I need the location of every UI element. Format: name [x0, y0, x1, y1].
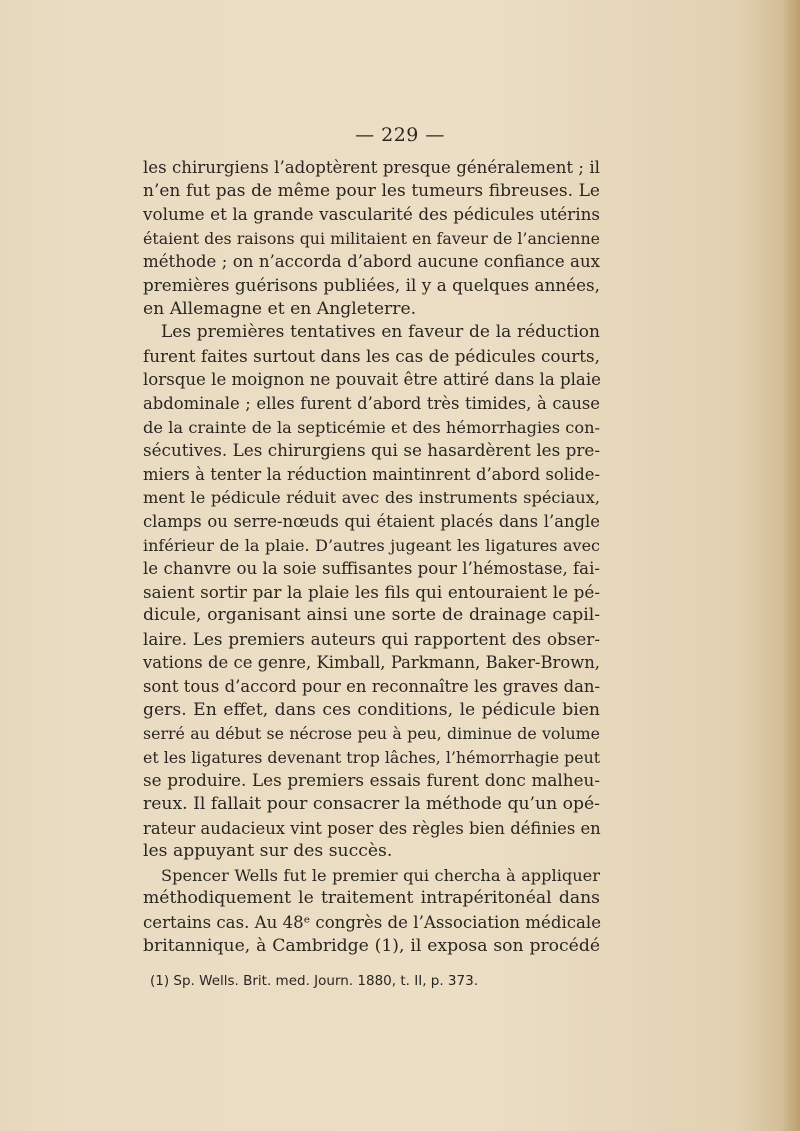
text-line: sécutives. Les chirurgiens qui se hasardèrent les pre-: [143, 440, 600, 461]
text-line: vations de ce genre, Kimball, Parkmann, Baker-Brown,: [143, 653, 600, 673]
text-line: lorsque le moignon ne pouvait être attiré dans la plaie: [143, 370, 601, 390]
text-line: reux. Il fallait pour consacrer la méthode qu’un opé-: [143, 794, 600, 815]
page-edge-shadow: [782, 0, 800, 1131]
text-line: le chanvre ou la soie suffisantes pour l’hémostase, fai-: [143, 559, 600, 579]
footnote: (1) Sp. Wells. Brit. med. Journ. 1880, t. II, p. 373.: [150, 973, 478, 989]
text-line: rateur audacieux vint poser des règles bien définies en: [143, 818, 601, 838]
text-line: ment le pédicule réduit avec des instruments spéciaux,: [143, 488, 600, 508]
text-line: de la crainte de la septicémie et des hémorrhagies con-: [143, 417, 600, 437]
text-line: furent faites surtout dans les cas de pédicules courts,: [143, 345, 600, 366]
text-line: et les ligatures devenant trop lâches, l’hémorrhagie peut: [143, 747, 601, 767]
text-line: se produire. Les premiers essais furent donc malheu-: [143, 770, 600, 791]
text-line: abdominale ; elles furent d’abord très timides, à cause: [143, 393, 600, 413]
text-line: les chirurgiens l’adoptèrent presque généralement ; il: [143, 158, 600, 177]
text-line: britannique, à Cambridge (1), il exposa son procédé: [143, 935, 600, 956]
text-line: méthodiquement le traitement intrapéritonéal dans: [143, 888, 600, 909]
text-line: Les premières tentatives en faveur de la réduction: [161, 322, 600, 343]
text-line: en Allemagne et en Angleterre.: [143, 298, 417, 319]
text-line: les appuyant sur des succès.: [143, 841, 393, 862]
text-line: serré au début se nécrose peu à peu, diminue de volume: [143, 724, 600, 744]
text-line: inférieur de la plaie. D’autres jugeant les ligatures avec: [143, 535, 600, 555]
text-line: n’en fut pas de même pour les tumeurs fibreuses. Le: [143, 180, 600, 201]
text-line: dicule, organisant ainsi une sorte de drainage capil-: [143, 605, 600, 626]
text-line: clamps ou serre-nœuds qui étaient placés dans l’angle: [143, 511, 600, 531]
text-line: premières guérisons publiées, il y a quelques années,: [143, 274, 600, 295]
text-line: étaient des raisons qui militaient en faveur de l’ancienne: [143, 228, 600, 248]
text-line: miers à tenter la réduction maintinrent d’abord solide-: [143, 464, 600, 484]
page-number: — 229 —: [355, 124, 445, 146]
text-line: méthode ; on n’accorda d’abord aucune confiance aux: [143, 252, 600, 272]
text-line: sont tous d’accord pour en reconnaître les graves dan-: [143, 677, 600, 697]
text-line: saient sortir par la plaie les fils qui entouraient le pé-: [143, 581, 600, 602]
text-line: Spencer Wells fut le premier qui chercha à appliquer: [161, 865, 600, 885]
text-line: volume et la grande vascularité des pédicules utérins: [143, 204, 600, 225]
text-line: certains cas. Au 48ᵉ congrès de l’Association médicale: [143, 913, 602, 932]
text-line: laire. Les premiers auteurs qui rapportent des obser-: [143, 628, 600, 649]
text-line: gers. En effet, dans ces conditions, le pédicule bien: [143, 699, 600, 720]
body-text: [143, 156, 600, 958]
